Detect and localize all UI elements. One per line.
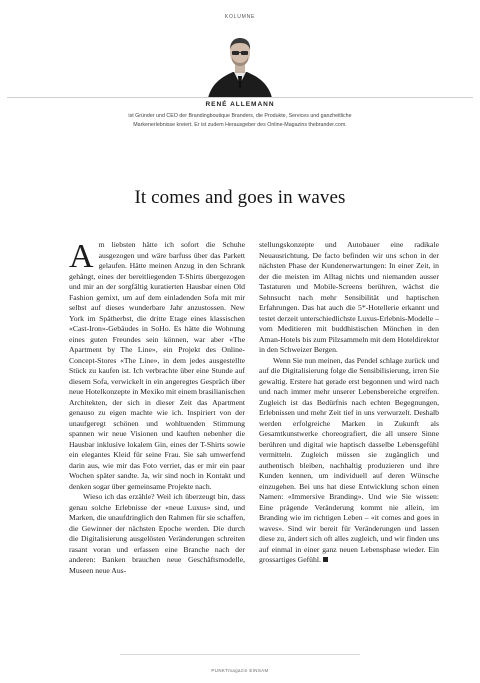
end-mark-icon bbox=[323, 557, 328, 562]
article-paragraph bbox=[69, 240, 245, 492]
article-paragraph bbox=[259, 356, 439, 566]
author-bio-line: ist Gründer und CEO der Brandingboutique Branders, die Produkte, Services und ganzheitliche bbox=[128, 113, 352, 119]
author-bio-line: Markenerlebnisse kreiert. Er ist zudem Herausgeber des Online-Magazins thebrander.com. bbox=[133, 122, 347, 129]
article-column-left bbox=[69, 240, 245, 576]
header-divider bbox=[7, 97, 473, 98]
dropcap: A bbox=[69, 238, 94, 275]
page-footer: PUNKTmagazin EINSAM bbox=[211, 668, 269, 673]
section-kicker: KOLUMNE bbox=[224, 14, 256, 20]
article-column-right bbox=[259, 240, 439, 566]
paragraph-text: m liebsten hätte ich sofort die Schuhe ausgezogen und wäre barfuss über das Parkett gelaufen. Hätte meinen Anzug in den Schrank gehängt, eines der bereitliegenden T-Shirts übergezogen und mir an der sorgfältig kuratierten Hausbar einen Old Fashion gemixt, um auf dem einladenden Sofa mit mir selbst auf dieses wunderbare Jahr anzustossen. New York im Spätherbst, die dritte Etage eines klassischen «Cast-Iron»-Gebäudes in SoHo. Es hätte die Wohnung eines guten Freundes sein können, war aber «The Apartment by The Line», ein Projekt des Online-Concept-Stores «The Line», in dem jedes ausgestellte Stück zu kaufen ist. Ich verbrachte über eine Stunde auf diesem Sofa, verwickelt in ein angeregtes Gespräch über neue Hotelkonzepte in Mexiko mit einem brasilianischen Architekten, der sich in dieser Zeit das Apartment genauso zu eigen machte wie ich. Inspiriert von der unaufgeregt schönen und wohltuenden Stimmung spannen wir neue Visionen und kauften nebenher die Hausbar inklusive lokalem Gin, eines der T-Shirts sowie ein elegantes Kleid für seine Frau. Sie sah umwerfend darin aus, wie mir das Foto verriet, das er mir ein paar Wochen später sandte. Ja, wir sind noch in Kontakt und denken sogar über gemeinsame Projekte nach. bbox=[69, 240, 245, 491]
footer-divider bbox=[120, 654, 360, 655]
article-paragraph: stellungskonzepte und Autobauer eine radikale Neuausrichtung. De facto befinden wir uns schon in der nächsten Phase der Kundenerwartungen: In einer Zeit, in der die meisten im Alltag nichts und niemanden ausser Tastaturen und Mobile-Screens berühren, wächst die Sehnsucht nach mehr Sensibilität und haptischen Erfahrungen. Das hat auch die 5*-Hotellerie erkannt und testet derzeit unterschiedlichste Luxus-Erlebnis-Modelle – vom Meditieren mit buddhistischen Mönchen in den Aman-Hotels bis zum Pilzsammeln mit dem Hoteldirektor in den Schweizer Bergen. bbox=[259, 240, 439, 354]
article-paragraph: Wieso ich das erzähle? Weil ich überzeugt bin, dass genau solche Erlebnisse der «neue Luxus» sind, und Marken, die unaufdringlich den Rahmen für sie schaffen, die Gewinner der nächsten Epoche werden. Die durch die Digitalisierung ausgelösten Veränderungen schreiten rasant voran und erfassen eine Branche nach der anderen: Banken brauchen neue Geschäftsmodelle, Museen neue Aus- bbox=[69, 492, 245, 575]
paragraph-text: Wenn Sie nun meinen, das Pendel schlage zurück und auf die Digitalisierung folge die Sensibilisierung, irren Sie gewaltig. Erstere hat gerade erst begonnen und wird nach und nach immer mehr unserer Lebensbereiche ergreifen. Zugleich ist das Bedürfnis nach echten Begegnungen, Erlebnissen und mehr Zeit tief in uns verwurzelt. Deshalb werden erfolgreiche Marken in Zukunft als Gesamtkunstwerke choreografiert, die all unsere Sinne berühren und digital wie haptisch dasselbe Lebensgefühl vermitteln. Zugleich müssen sie zugänglich und authentisch bleiben, nachhaltig produzieren und ihre Kunden kennen, um individuell auf deren Wünsche einzugehen. Bei uns hat diese Entwicklung schon einen Namen: «Immersive Branding». Und wie Sie wissen: Eine prägende Veränderung kommt nie allein, im Branding wie im richtigen Leben – «it comes and goes in waves». Sind wir bereit für Veränderungen und lassen diese zu, ändert sich oft alles zugleich, und wir finden uns auf einmal in einer ganz neuen Lebensphase wieder. Ein grossartiges Gefühl. bbox=[259, 355, 439, 564]
article-title: It comes and goes in waves bbox=[134, 187, 346, 208]
author-name: RENÉ ALLEMANN bbox=[205, 101, 275, 108]
author-bio bbox=[108, 112, 372, 131]
author-portrait bbox=[206, 32, 274, 98]
